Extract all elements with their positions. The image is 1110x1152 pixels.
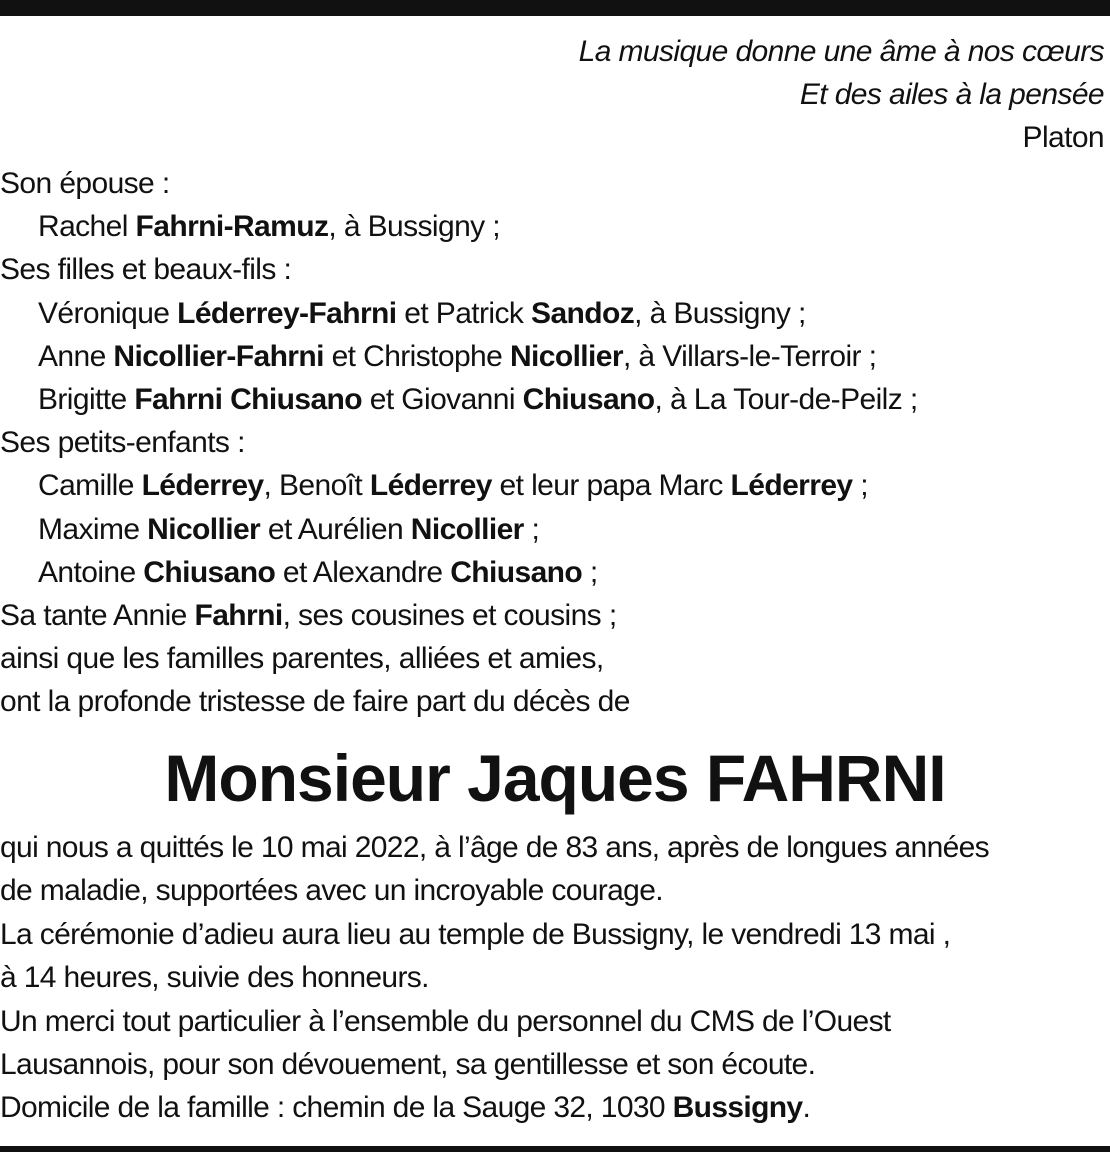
closing-line: qui nous a quittés le 10 mai 2022, à l’âge de 83 ans, après de longues années [0,831,990,864]
punctuation: ; [523,512,540,546]
partner-first-name: et Christophe [323,339,510,373]
location: , à Bussigny ; [634,296,806,330]
ceremony-line: à 14 heures, suivie des honneurs. [0,961,429,995]
spouse-first-name: Rachel [38,210,136,244]
quote-line-2: Et des ailes à la pensée [799,78,1104,111]
last-name: Fahrni Chiusano [134,383,362,417]
location: , à La Tour-de-Peilz ; [654,383,918,417]
announcement-line: ont la profonde tristesse de faire part du décès de [0,685,630,719]
aunt-first-name: Sa tante Annie [0,599,195,633]
punctuation: ; [852,469,868,503]
last-name: Chiusano [143,555,276,589]
last-name: Léderrey [141,469,264,503]
first-name: et Alexandre [275,555,451,589]
aunt-line [0,594,1110,637]
punctuation: . [802,1091,811,1125]
first-name: et Aurélien [260,512,411,546]
first-name: Camille [38,469,142,503]
cousins-text: , ses cousines et cousins ; [282,599,617,633]
grandchildren-line [0,464,1110,507]
punctuation: ; [582,555,598,589]
spouse-location: , à Bussigny ; [328,210,501,244]
epigraph-quote [579,30,1104,159]
partner-last-name: Sandoz [531,296,635,330]
last-name: Léderrey [730,469,853,503]
ceremony-line: La cérémonie d’adieu aura lieu au temple de Bussigny, le vendredi 13 mai , [0,917,951,951]
first-name: Maxime [38,512,148,546]
spouse-header: Son épouse : [0,167,170,200]
last-name: Nicollier [147,512,261,546]
quote-line-1: La musique donne une âme à nos cœurs [578,35,1104,68]
family-list [0,162,1110,724]
location: , à Villars-le-Terroir ; [622,339,877,373]
first-name: Antoine [38,555,144,589]
deceased-name: Monsieur Jaques FAHRNI [164,741,946,815]
quote-author: Platon [1022,121,1104,154]
last-name: Chiusano [450,555,583,589]
first-name: et leur papa Marc [491,469,731,503]
last-name: Léderrey [369,469,492,503]
address-town: Bussigny [672,1091,803,1125]
last-name: Léderrey-Fahrni [177,296,397,330]
partner-last-name: Nicollier [509,339,623,373]
closing-line: de maladie, supportées avec un incroyable courage. [0,874,663,908]
last-name: Nicollier [410,512,524,546]
aunt-last-name: Fahrni [194,599,283,633]
grandchildren-line [0,508,1110,551]
spouse-last-name: Fahrni-Ramuz [135,210,329,244]
families-line: ainsi que les familles parentes, alliées et amies, [0,642,604,676]
daughters-header: Ses filles et beaux-fils : [0,253,292,287]
partner-first-name: et Patrick [396,296,532,330]
daughter-line [0,335,1110,378]
daughter-line [0,292,1110,335]
spouse-line [0,205,1110,248]
closing-text [0,826,1110,1130]
first-name: Anne [38,339,114,373]
bottom-border-rule [0,1146,1110,1152]
first-name: , Benoît [263,469,370,503]
thanks-line: Lausannois, pour son dévouement, sa gentillesse et son écoute. [0,1048,816,1082]
thanks-line: Un merci tout particulier à l’ensemble du personnel du CMS de l’Ouest [0,1004,891,1038]
first-name: Brigitte [38,383,135,417]
grandchildren-line [0,551,1110,594]
address-line [0,1086,1110,1129]
address-text: Domicile de la famille : chemin de la Sauge 32, 1030 [0,1091,673,1125]
last-name: Nicollier-Fahrni [113,339,324,373]
grandchildren-header: Ses petits-enfants : [0,426,245,460]
first-name: Véronique [38,296,178,330]
daughter-line [0,378,1110,421]
partner-last-name: Chiusano [522,383,655,417]
top-border-rule [0,0,1110,16]
partner-first-name: et Giovanni [362,383,523,417]
